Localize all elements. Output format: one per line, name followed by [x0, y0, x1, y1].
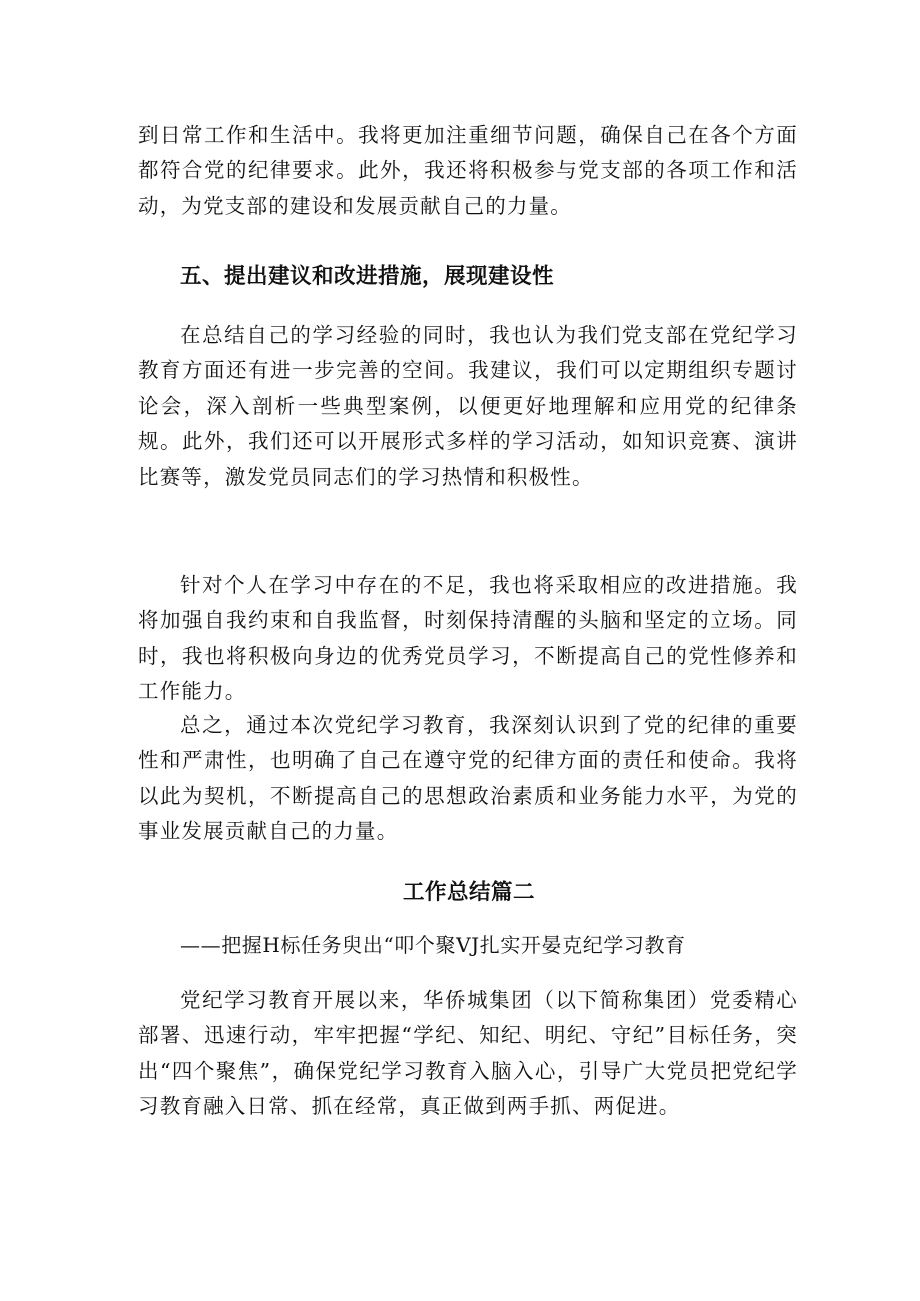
paragraph-improvements: 针对个人在学习中存在的不足，我也将采取相应的改进措施。我将加强自我约束和自我监督，时刻保持清醒的头脑和坚定的立场。同时，我也将积极向身边的优秀党员学习，不断提高自己的党性修养和工作能力。 [138, 573, 798, 704]
paragraph-intro-part-two: 党纪学习教育开展以来，华侨城集团（以下简称集团）党委精心部署、迅速行动，牢牢把握“学纪、知纪、明纪、守纪”目标任务，突出“四个聚焦”，确保党纪学习教育入脑入心，引导广大党员把党纪学习教育融入日常、抓在经常，真正做到两手抓、两促进。 [138, 988, 798, 1119]
section-heading-five: 五、提出建议和改进措施，展现建设性 [180, 264, 555, 289]
document-subtitle: ——把握H标任务臾出“叩个聚VJ扎实开晏克纪学习教育 [180, 933, 686, 957]
paragraph-conclusion: 总之，通过本次党纪学习教育，我深刻认识到了党的纪律的重要性和严肃性，也明确了自己在遵守党的纪律方面的责任和使命。我将以此为契机，不断提高自己的思想政治素质和业务能力水平，为党的事业发展贡献自己的力量。 [138, 713, 798, 844]
paragraph-suggestions: 在总结自己的学习经验的同时，我也认为我们党支部在党纪学习教育方面还有进一步完善的空间。我建议，我们可以定期组织专题讨论会，深入剖析一些典型案例，以便更好地理解和应用党的纪律条规。此外，我们还可以开展形式多样的学习活动，如知识竞赛、演讲比赛等，激发党员同志们的学习热情和积极性。 [138, 323, 798, 489]
paragraph-continued: 到日常工作和生活中。我将更加注重细节问题，确保自己在各个方面都符合党的纪律要求。此外，我还将积极参与党支部的各项工作和活动，为党支部的建设和发展贡献自己的力量。 [138, 123, 798, 218]
document-title-part-two: 工作总结篇二 [402, 880, 535, 905]
